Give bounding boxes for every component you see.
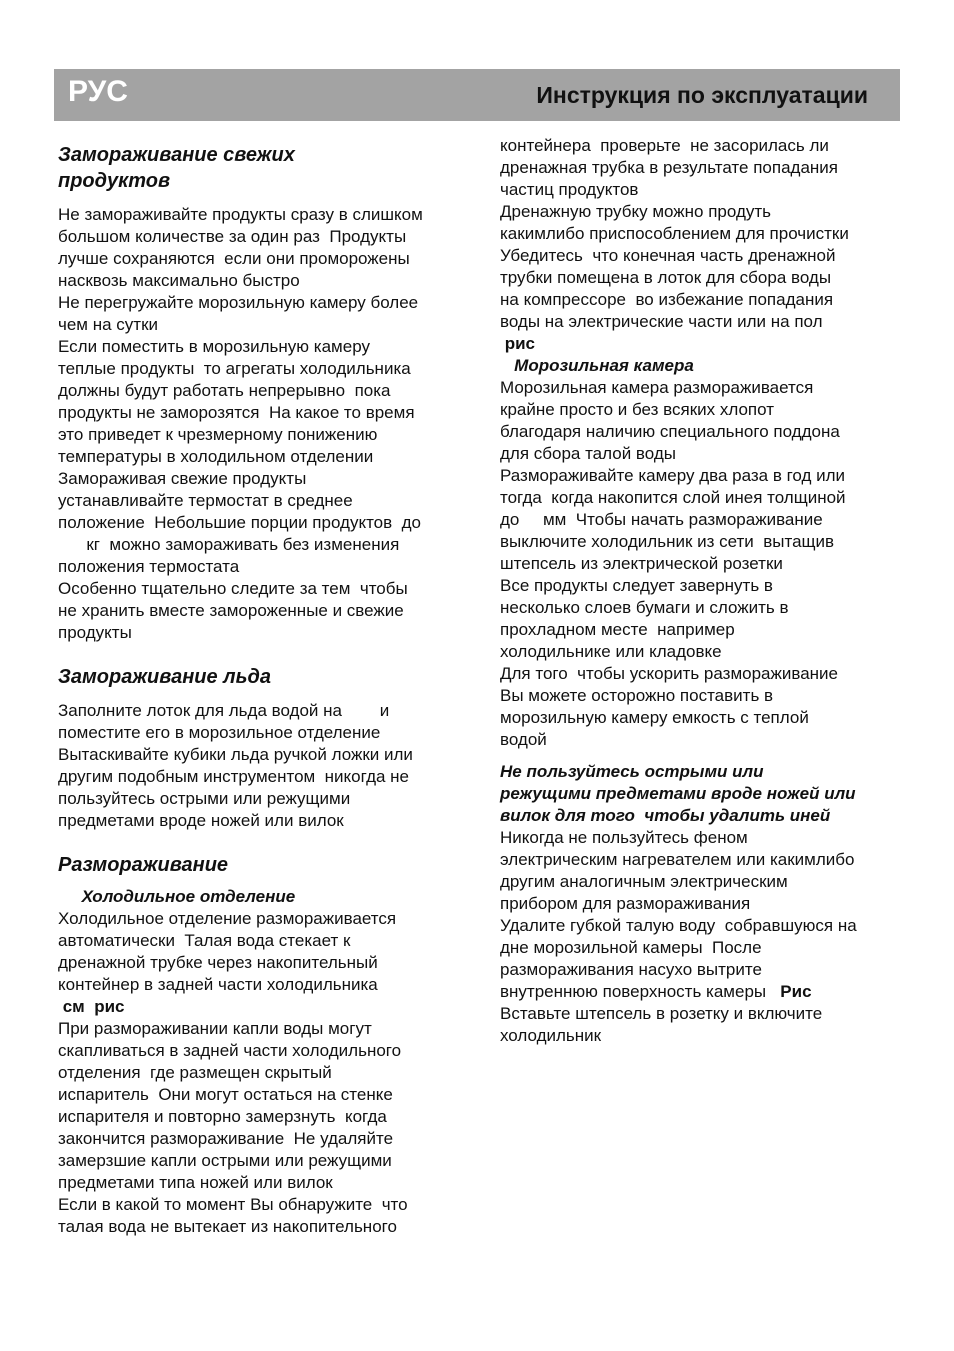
section-freezing-fresh-text: Не замораживайте продукты сразу в слишком большом количестве за один раз Продукты лучше сохраняются если они проморожены насквозь максимально быстро Не перегружайте морозильную камеру более чем на сутки Если поместить в морозильную камеру теплые продукты то агрегаты холодильника должны будут работать непрерывно пока продукты не заморозятся На какое то время это приведет к чрезмерному понижению температуры в холодильном отделении Замораживая свежие продукты устанавливайте термостат в среднее положение Небольшие порции продуктов до кг можно замораживать без изменения положения термостата Особенно тщательно следите за тем чтобы не хранить вместе замороженные и свежие продукты bbox=[58, 205, 423, 642]
figure-reference: см рис bbox=[58, 997, 125, 1016]
page-header bbox=[54, 69, 900, 121]
page-title: Инструкция по эксплуатации bbox=[536, 82, 868, 108]
freezer-defrost-text: Морозильная камера размораживается крайне просто и без всяких хлопот благодаря наличию специального поддона для сбора талой воды Размораживайте камеру два раза в год или тогда когда накопится слой инея толщиной до мм Чтобы начать размораживание выключите холодильник из сети вытащив штепсель из электрической розетки Все продукты следует завернуть в несколько слоев бумаги и сложить в прохладном месте например холодильнике или кладовке Для того чтобы ускорить размораживание Вы можете осторожно поставить в морозильную камеру емкость с теплой водой bbox=[500, 378, 846, 749]
figure-reference: рис bbox=[500, 334, 536, 353]
section-defrost-text: Холодильное отделение размораживается автоматически Талая вода стекает к дренажной трубке через накопительный контейнер в задней части холодильника см рис При размораживании капли воды могут скапливаться в задней части холодильного отделения где размещен скрытый испаритель Они могут остаться на стенке испарителя и повторно замерзнуть когда закончится размораживание Не удаляйте замерзшие капли острыми или режущими предметами типа ножей или вилок Если в какой то момент Вы обнаружите что талая вода не вытекает из накопительного bbox=[58, 908, 458, 1238]
left-column bbox=[58, 142, 458, 1238]
section-ice-title: Замораживание льда bbox=[58, 666, 271, 688]
section-defrost-title: Размораживание bbox=[58, 854, 229, 876]
subsection-freezer-title: Морозильная камера bbox=[500, 356, 694, 375]
language-label: РУС bbox=[68, 75, 128, 108]
warning-text: Не пользуйтесь острыми или режущими предметами вроде ножей или вилок для того чтобы удалить иней bbox=[500, 762, 856, 825]
freezer-cleanup-text: Никогда не пользуйтесь феном электрическим нагревателем или какимлибо другим аналогичным электрическим прибором для размораживания Удалите губкой талую воду собравшуюся на дне морозильной камеры После размораживания насухо вытрите внутреннюю поверхность камеры Рис Вставьте штепсель в розетку и включите холодильник bbox=[500, 828, 857, 1045]
figure-reference: Рис bbox=[780, 982, 812, 1001]
drain-text: контейнера проверьте не засорилась ли дренажная трубка в результате попадания частиц продуктов Дренажную трубку можно продуть какимлибо приспособлением для прочистки Убедитесь что конечная часть дренажной трубки помещена в лоток для сбора воды на компрессоре во избежание попадания воды на электрические части или на пол рис bbox=[500, 135, 900, 355]
subsection-fridge-title: Холодильное отделение bbox=[58, 887, 296, 906]
section-ice-text: Заполните лоток для льда водой на и поместите его в морозильное отделение Вытаскивайте кубики льда ручкой ложки или другим подобным инструментом никогда не пользуйтесь острыми или режущими предметами вроде ножей или вилок bbox=[58, 701, 413, 830]
right-column bbox=[500, 135, 900, 1047]
section-freezing-fresh-title: Замораживание свежих продуктов bbox=[58, 144, 295, 192]
